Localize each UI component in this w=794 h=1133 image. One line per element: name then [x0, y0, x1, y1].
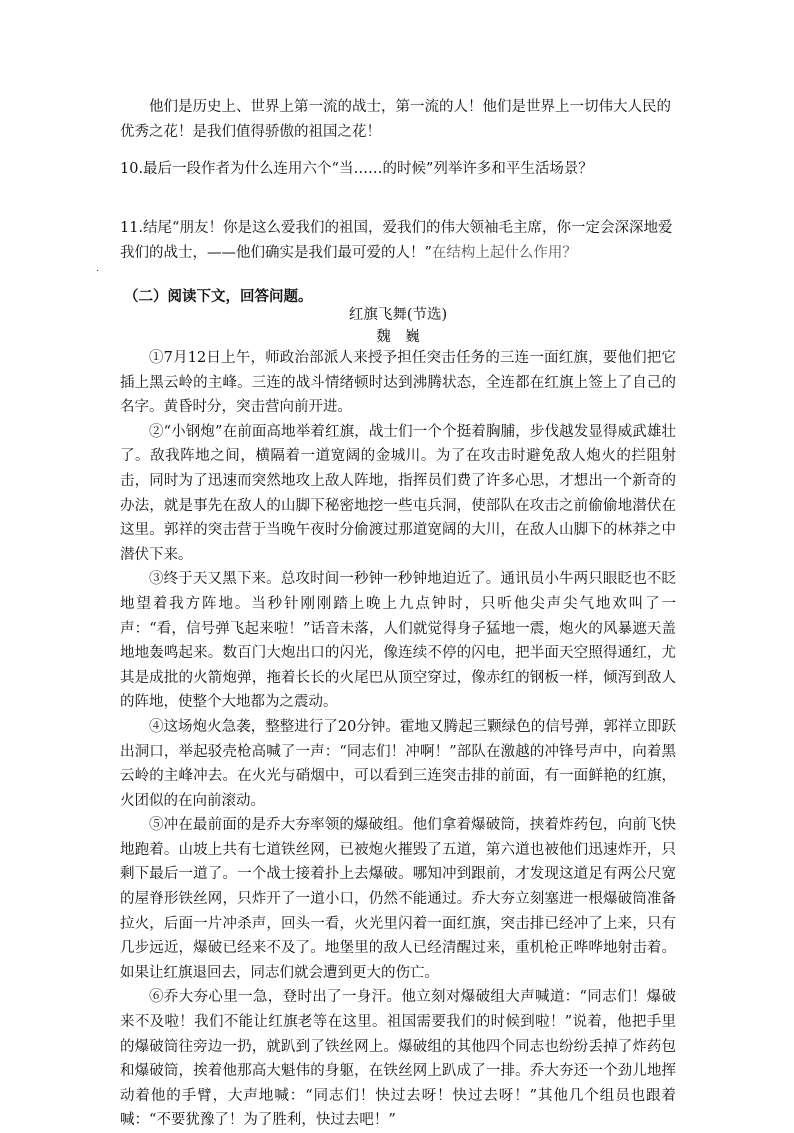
question-11-main: 11.结尾“朋友！你是这么爱我们的祖国，爱我们的伟大领袖毛主席，你一定会深深地爱我们的战士，——他们确实是我们最可爱的人！” — [120, 220, 673, 261]
article-body — [120, 346, 676, 1133]
question-11-tail: 在结构上起什么作用？ — [431, 245, 577, 261]
margin-mark: · — [96, 266, 100, 277]
article-author: 魏 巍 — [376, 329, 420, 345]
article-paragraph-1: ①7月12日上午，师政治部派人来授予担任突击任务的三连一面红旗，要他们把它插上黑云岭的主峰。三连的战斗情绪顿时达到沸腾状态，全连都在红旗上签上了自己的名字。黄昏时分，突击营向前开进。 — [120, 350, 676, 416]
section-heading: （二）阅读下文，回答问题。 — [124, 288, 313, 305]
intro-paragraph: 他们是历史上、世界上第一流的战士，第一流的人！他们是世界上一切伟大人民的优秀之花！是我们值得骄傲的祖国之花！ — [120, 99, 671, 140]
article-paragraph-5: ⑤冲在最前面的是乔大夯率领的爆破组。他们拿着爆破筒，挟着炸药包，向前飞快地跑着。山坡上共有七道铁丝网，已被炮火摧毁了五道，第六道也被他们迅速炸开，只剩下最后一道了。一个战士接着扑上去爆破。哪知冲到跟前，才发现这道足有两公尺宽的屋脊形铁丝网，只炸开了一道小口，仍然不能通过。乔大夯立刻塞进一根爆破筒准备拉火，后面一片冲杀声，回头一看，火光里闪着一面红旗，突击排已经冲了上来，只有几步远近，爆破已经来不及了。地堡里的敌人已经清醒过来，重机枪正哗哗地射击着。如果让红旗退回去，同志们就会遭到更大的伤亡。 — [120, 817, 676, 981]
article-paragraph-4: ④这场炮火急袭，整整进行了20分钟。霍地又腾起三颗绿色的信号弹，郭祥立即跃出洞口，举起驳壳枪高喊了一声：“同志们！冲啊！”部队在激越的冲锋号声中，向着黑云岭的主峰冲去。在火光与硝烟中，可以看到三连突击排的前面，有一面鲜艳的红旗，火团似的在向前滚动。 — [120, 718, 676, 809]
article-paragraph-6: ⑥乔大夯心里一急，登时出了一身汗。他立刻对爆破组大声喊道：“同志们！爆破来不及啦！我们不能让红旗老等在这里。祖国需要我们的时候到啦！”说着，他把手里的爆破筒往旁边一扔，就趴到了铁丝网上。爆破组的其他四个同志也纷纷丢掉了炸药包和爆破筒，挨着他那高大魁伟的身躯，在铁丝网上趴成了一排。乔大夯还一个劲儿地挥动着他的手臂，大声地喊：“同志们！快过去呀！快过去呀！”其他几个组员也跟着喊：“不要犹豫了！为了胜利，快过去吧！” — [120, 989, 676, 1129]
article-title: 红旗飞舞(节选) — [348, 307, 448, 323]
question-11 — [120, 216, 680, 266]
question-10: 10.最后一段作者为什么连用六个“当……的时候”列举许多和平生活场景？ — [120, 161, 593, 177]
article-paragraph-2: ②“小钢炮”在前面高地举着红旗，战士们一个个挺着胸脯，步伐越发显得威武雄壮了。敌我阵地之间，横隔着一道宽阔的金城川。为了在攻击时避免敌人炮火的拦阻射击，同时为了迅速而突然地攻上敌人阵地，指挥员们费了许多心思，才想出一个新奇的办法，就是事先在敌人的山脚下秘密地挖一些屯兵洞，使部队在攻击之前偷偷地潜伏在这里。郭祥的突击营于当晚午夜时分偷渡过那道宽阔的大川，在敌人山脚下的林莽之中潜伏下来。 — [120, 423, 676, 563]
article-paragraph-3: ③终于天又黑下来。总攻时间一秒钟一秒钟地迫近了。通讯员小牛两只眼眨也不眨地望着我方阵地。当秒针刚刚踏上晚上九点钟时，只听他尖声尖气地欢叫了一声：“看，信号弹飞起来啦！”话音未落，人们就觉得身子猛地一震，炮火的风暴遮天盖地地轰鸣起来。数百门大炮出口的闪光，像连续不停的闪电，把半面天空照得通红，尤其是成批的火箭炮弹，拖着长长的火尾巴从顶空穿过，像赤红的钢板一样，倾泻到敌人的阵地，使整个大地都为之震动。 — [120, 571, 676, 711]
